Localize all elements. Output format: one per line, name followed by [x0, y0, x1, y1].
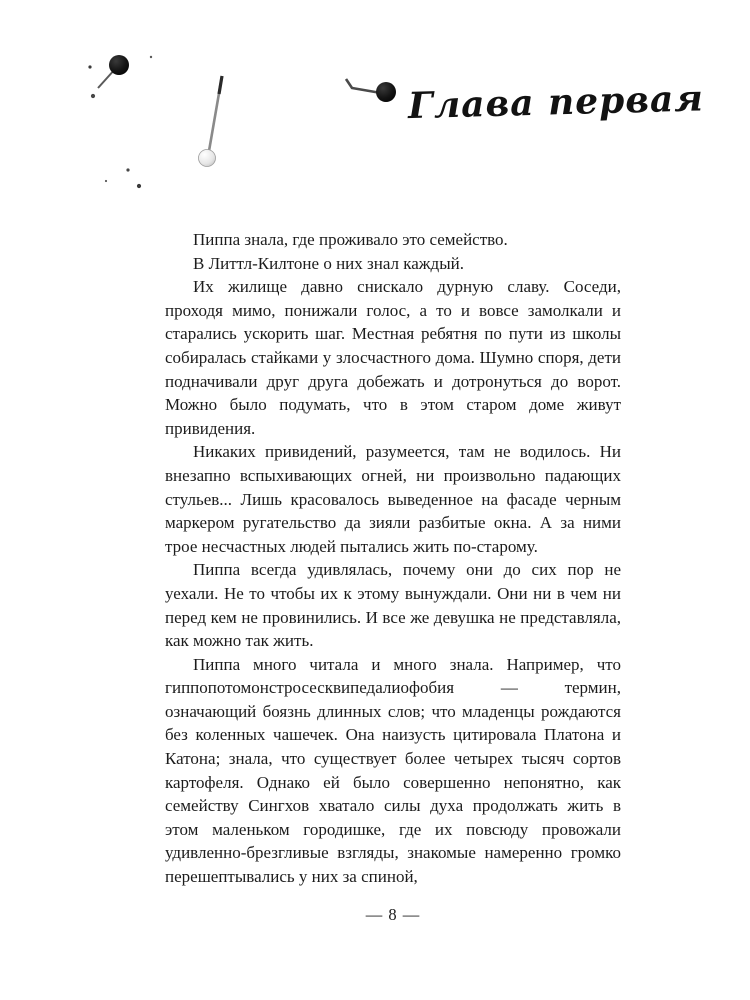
chapter-title: Глава первая [407, 77, 705, 128]
paragraph: Никаких привидений, разумеется, там не водилось. Ни внезапно вспыхивающих огней, ни произвольно падающих стульев... Лишь красовалось выведенное на фасаде черным маркером ругательство да зияли разбитые окна. А за ними трое несчастных людей пытались жить по-старому. [165, 442, 621, 556]
needle-pin-light-head-icon [199, 76, 223, 167]
bent-black-pin-icon [346, 79, 396, 102]
ink-specks [88, 56, 152, 188]
page-number: — 8 — [365, 905, 421, 924]
black-pin-icon [98, 55, 129, 88]
paragraph: Пиппа знала, где проживало это семейство. [193, 230, 508, 249]
paragraph: Их жилище давно снискало дурную славу. Соседи, проходя мимо, понижали голос, а то и вовсе замолкали и старались ускорить шаг. Местная ребятня по пути из школы собиралась стайками у злосчастного дома. Шумно споря, дети подначивали друг друга добежать и дотронуться до ворот. Можно было подумать, что в этом старом доме живут привидения. [165, 277, 621, 438]
paragraph: В Литтл-Килтоне о них знал каждый. [193, 253, 464, 273]
text-block [165, 228, 621, 889]
paragraph: Пиппа всегда удивлялась, почему они до сих пор не уехали. Не то чтобы их к этому вынуждали. Они ни в чем ни перед кем не провинились. И все же девушка не представляла, как можно так жить. [165, 560, 621, 651]
paragraph: Пиппа много читала и много знала. Например, что гиппопотомонстросесквипедалиофобия — термин, означающий боязнь длинных слов; что младенцы рождаются без коленных чашечек. Она наизусть цитировала Платона и Катона; знала, что существует более четырех тысяч сортов картофеля. Однако ей было совершенно непонятно, как семейству Сингхов хватало силы духа продолжать жить в этом маленьком городишке, где их повсюду провожали удивленно-брезгливые взгляды, знакомые намеренно громко перешептывались у них за спиной, [165, 654, 621, 887]
